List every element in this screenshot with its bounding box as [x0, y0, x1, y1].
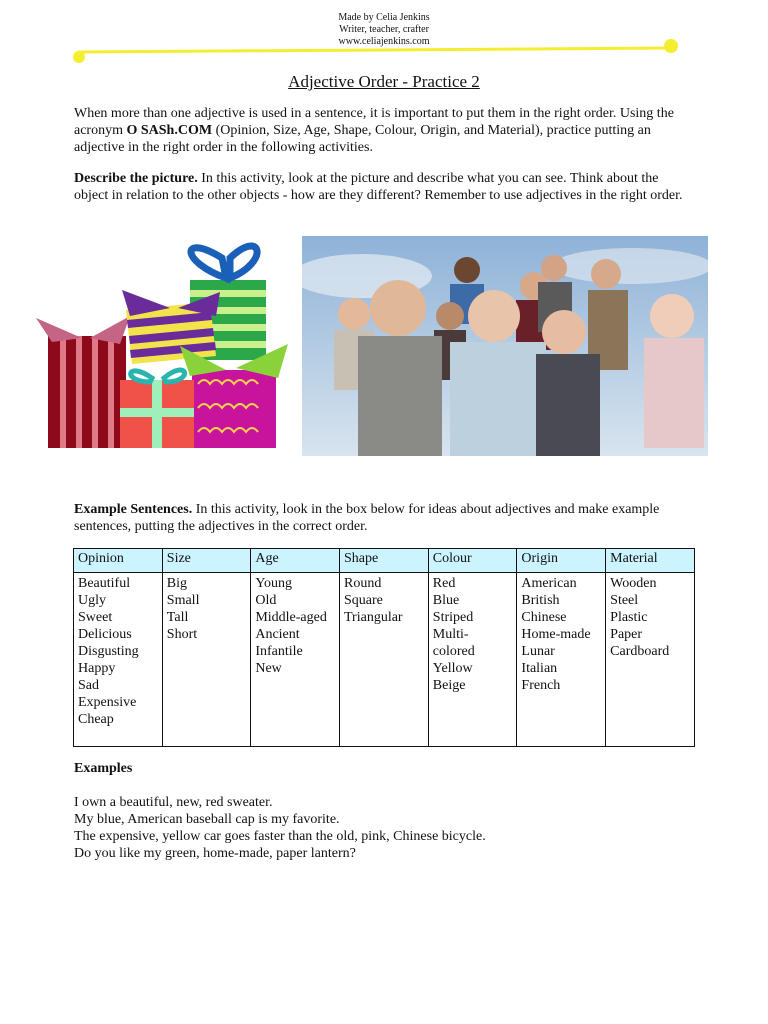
list-item: Beige — [432, 678, 466, 693]
list-item: Sweet — [78, 610, 113, 625]
list-item: Ancient — [255, 627, 300, 642]
example-sentence: My blue, American baseball cap is my favorite. — [74, 812, 340, 827]
list-item: Red — [432, 576, 456, 591]
list-item: Small — [166, 593, 200, 608]
list-item: colored — [432, 644, 475, 659]
page-title: Adjective Order - Practice 2 — [288, 72, 480, 91]
table-header-row — [74, 549, 695, 573]
example-sentence: The expensive, yellow car goes faster than the old, pink, Chinese bicycle. — [74, 829, 486, 844]
colour-cell — [428, 573, 517, 747]
list-item: American — [521, 576, 577, 591]
header-shape: Shape — [340, 549, 429, 573]
list-item: Steel — [610, 593, 639, 608]
list-item: Young — [255, 576, 293, 591]
list-item: Big — [166, 576, 188, 591]
list-item: Middle-aged — [255, 610, 327, 625]
list-item: Chinese — [521, 610, 567, 625]
examples-heading: Examples — [74, 761, 133, 776]
author-tagline: Writer, teacher, crafter — [339, 24, 429, 35]
example-sentence: I own a beautiful, new, red sweater. — [74, 795, 273, 810]
header-origin: Origin — [517, 549, 606, 573]
list-item: Cardboard — [610, 644, 670, 659]
list-item: Ugly — [78, 593, 106, 608]
list-item: Wooden — [610, 576, 657, 591]
list-item: Expensive — [78, 695, 137, 710]
age-cell — [251, 573, 340, 747]
list-item: Striped — [432, 610, 474, 625]
acronym: O SASh.COM — [126, 123, 213, 138]
gift-boxes-illustration — [30, 232, 292, 454]
example-sentences-paragraph — [74, 501, 694, 535]
list-item: Infantile — [255, 644, 303, 659]
header-size: Size — [162, 549, 251, 573]
header-age: Age — [251, 549, 340, 573]
intro-text-after: (Opinion, Size, Age, Shape, Colour, Origin, and Material), practice putting an adjective in the right order in the following activities. — [74, 123, 651, 155]
list-item: Italian — [521, 661, 558, 676]
list-item: New — [255, 661, 282, 676]
list-item: Tall — [166, 610, 189, 625]
list-item: French — [521, 678, 561, 693]
list-item: Sad — [78, 678, 99, 693]
example-sentence: Do you like my green, home-made, paper lantern? — [74, 846, 356, 861]
material-cell — [606, 573, 695, 747]
intro-paragraph — [74, 105, 694, 156]
describe-heading: Describe the picture. — [74, 171, 198, 186]
list-item: Yellow — [432, 661, 473, 676]
author-name: Made by Celia Jenkins — [338, 12, 430, 23]
list-item: Paper — [610, 627, 643, 642]
origin-cell — [517, 573, 606, 747]
list-item: Multi- — [432, 627, 469, 642]
describe-text: In this activity, look at the picture and describe what you can see. Think about the object in relation to the other objects - how are they different? Remember to use adjectives in the right order. — [74, 171, 683, 203]
table-row — [74, 573, 695, 747]
list-item: Delicious — [78, 627, 132, 642]
intro-text-before: When more than one adjective is used in a sentence, it is important to put them in the right order. Using the acronym — [74, 106, 674, 138]
adjective-table — [73, 548, 695, 747]
list-item: Cheap — [78, 712, 114, 727]
header-material: Material — [606, 549, 695, 573]
opinion-cell — [74, 573, 163, 747]
group-of-people-photo — [302, 236, 708, 456]
list-item: Short — [166, 627, 198, 642]
header-opinion: Opinion — [74, 549, 163, 573]
list-item: British — [521, 593, 560, 608]
example-sentences-text: In this activity, look in the box below for ideas about adjectives and make example sentences, putting the adjectives in the correct order. — [74, 502, 660, 534]
author-website: www.celiajenkins.com — [338, 36, 430, 47]
example-sentences-heading: Example Sentences. — [74, 502, 193, 517]
header-colour: Colour — [428, 549, 517, 573]
size-cell — [162, 573, 251, 747]
list-item: Round — [344, 576, 382, 591]
list-item: Old — [255, 593, 277, 608]
list-item: Blue — [432, 593, 460, 608]
list-item: Beautiful — [78, 576, 131, 591]
describe-paragraph — [74, 170, 694, 204]
list-item: Triangular — [344, 610, 403, 625]
shape-cell — [340, 573, 429, 747]
list-item: Home-made — [521, 627, 591, 642]
list-item: Plastic — [610, 610, 648, 625]
examples-list — [74, 794, 486, 862]
list-item: Happy — [78, 661, 116, 676]
list-item: Disgusting — [78, 644, 139, 659]
yellow-divider — [70, 38, 682, 64]
list-item: Square — [344, 593, 383, 608]
list-item: Lunar — [521, 644, 555, 659]
